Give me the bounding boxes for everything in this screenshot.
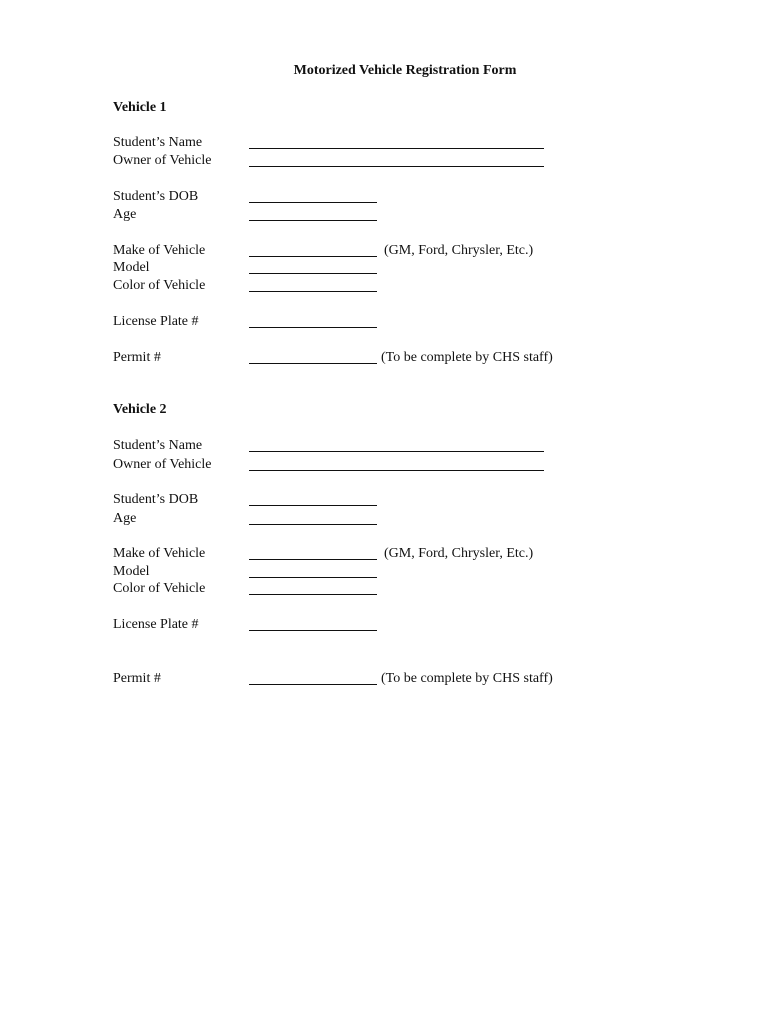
vehicle-2-permit-label: Permit # [113, 671, 161, 686]
vehicle-2-make-label: Make of Vehicle [113, 546, 206, 561]
vehicle-1-plate-field[interactable] [249, 327, 377, 328]
vehicle-1-plate-label: License Plate # [113, 314, 199, 329]
vehicle-1-make-field[interactable] [249, 256, 377, 257]
vehicle-1-student-name-field[interactable] [249, 148, 544, 149]
vehicle-1-student-name-label: Student’s Name [113, 135, 203, 150]
vehicle-2-permit-field[interactable] [249, 684, 377, 685]
vehicle-2-color-label: Color of Vehicle [113, 581, 206, 596]
vehicle-2-make-note: (GM, Ford, Chrysler, Etc.) [384, 546, 534, 561]
vehicle-1-color-field[interactable] [249, 291, 377, 292]
vehicle-1-make-label: Make of Vehicle [113, 243, 206, 258]
vehicle-1-model-field[interactable] [249, 273, 377, 274]
vehicle-2-model-label: Model [113, 564, 150, 579]
vehicle-2-student-name-label: Student’s Name [113, 438, 203, 453]
vehicle-1-age-label: Age [113, 207, 137, 222]
vehicle-2-color-field[interactable] [249, 594, 377, 595]
vehicle-1-permit-field[interactable] [249, 363, 377, 364]
vehicle-2-plate-field[interactable] [249, 630, 377, 631]
vehicle-1-age-field[interactable] [249, 220, 377, 221]
vehicle-2-permit-note: (To be complete by CHS staff) [381, 671, 553, 686]
vehicle-1-dob-field[interactable] [249, 202, 377, 203]
vehicle-2-heading: Vehicle 2 [113, 402, 167, 417]
vehicle-2-plate-label: License Plate # [113, 617, 199, 632]
vehicle-2-age-label: Age [113, 511, 137, 526]
vehicle-1-owner-field[interactable] [249, 166, 544, 167]
page-title: Motorized Vehicle Registration Form [293, 63, 517, 78]
vehicle-2-dob-field[interactable] [249, 505, 377, 506]
vehicle-2-make-field[interactable] [249, 559, 377, 560]
vehicle-1-owner-label: Owner of Vehicle [113, 153, 212, 168]
vehicle-1-model-label: Model [113, 260, 150, 275]
vehicle-1-heading: Vehicle 1 [113, 100, 167, 115]
vehicle-2-student-name-field[interactable] [249, 451, 544, 452]
vehicle-2-model-field[interactable] [249, 577, 377, 578]
vehicle-2-age-field[interactable] [249, 524, 377, 525]
vehicle-1-permit-label: Permit # [113, 350, 161, 365]
vehicle-1-make-note: (GM, Ford, Chrysler, Etc.) [384, 243, 534, 258]
vehicle-2-owner-field[interactable] [249, 470, 544, 471]
vehicle-1-permit-note: (To be complete by CHS staff) [381, 350, 553, 365]
vehicle-1-color-label: Color of Vehicle [113, 278, 206, 293]
vehicle-2-owner-label: Owner of Vehicle [113, 457, 212, 472]
vehicle-1-dob-label: Student’s DOB [113, 189, 199, 204]
vehicle-2-dob-label: Student’s DOB [113, 492, 199, 507]
